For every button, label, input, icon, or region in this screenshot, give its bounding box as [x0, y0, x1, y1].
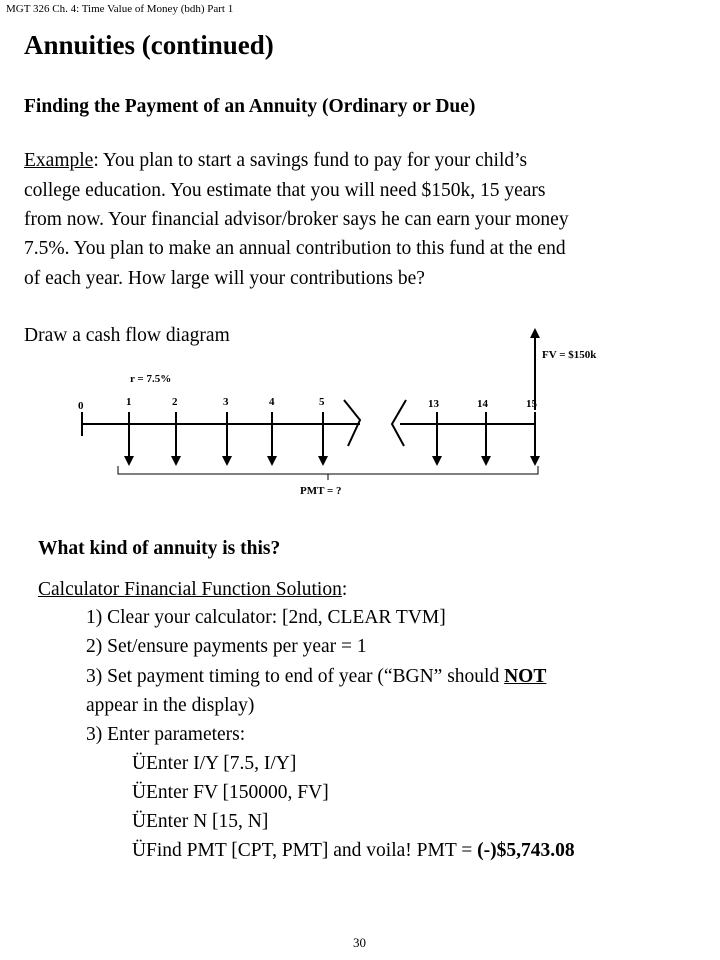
calc-sub-item-text: Enter I/Y [7.5, I/Y]: [146, 753, 297, 774]
example-label: Example: [24, 150, 94, 171]
calculator-heading-text: Calculator Financial Function Solution: [38, 579, 342, 600]
arrow-bullet-icon: Ü: [132, 753, 147, 774]
pmt-result: (-)$5,743.08: [477, 840, 575, 861]
calculator-heading: [38, 579, 347, 601]
example-line-4: 7.5%. You plan to make an annual contribution to this fund at the end: [24, 238, 566, 259]
period-label-15: 15: [526, 398, 537, 410]
calc-sub-item-text: Enter FV [150000, FV]: [146, 782, 329, 803]
calc-step-1: 1) Clear your calculator: [2nd, CLEAR TVM]: [86, 607, 446, 628]
calc-step-3-continued: appear in the display): [86, 695, 255, 716]
calc-sub-item-text: Enter N [15, N]: [146, 811, 269, 832]
period-label-13: 13: [428, 398, 439, 410]
section-subtitle: Finding the Payment of an Annuity (Ordinary or Due): [24, 96, 476, 117]
period-label-0: 0: [78, 400, 84, 412]
annuity-question: What kind of annuity is this?: [38, 538, 281, 559]
page-title: Annuities (continued): [24, 30, 274, 60]
arrow-bullet-icon: Ü: [132, 782, 147, 803]
fv-label: FV = $150k: [542, 349, 597, 361]
period-label-14: 14: [477, 398, 488, 410]
page-header: MGT 326 Ch. 4: Time Value of Money (bdh) Part 1: [6, 3, 234, 15]
period-label-2: 2: [172, 396, 178, 408]
pmt-brace: [118, 466, 538, 480]
period-label-4: 4: [269, 396, 275, 408]
arrow-bullet-icon: Ü: [132, 811, 147, 832]
calc-step-2: 2) Set/ensure payments per year = 1: [86, 636, 367, 657]
calc-step-4: 3) Enter parameters:: [86, 724, 246, 745]
example-line-3: from now. Your financial advisor/broker says he can earn your money: [24, 209, 569, 230]
period-label-1: 1: [126, 396, 132, 408]
period-label-5: 5: [319, 396, 325, 408]
rate-label: r = 7.5%: [130, 373, 172, 385]
arrow-bullet-icon: Ü: [132, 840, 147, 861]
calc-step-3: [86, 666, 546, 688]
example-line-5: of each year. How large will your contributions be?: [24, 268, 425, 289]
example-text-1: : You plan to start a savings fund to pay for your child’s: [93, 150, 528, 171]
calc-step-3-not: NOT: [504, 666, 547, 687]
calc-sub-item-text: Find PMT [CPT, PMT] and voila! PMT =: [146, 840, 478, 861]
draw-prompt: Draw a cash flow diagram: [24, 325, 230, 346]
pmt-label: PMT = ?: [300, 485, 342, 497]
period-label-3: 3: [223, 396, 229, 408]
example-line-2: college education. You estimate that you will need $150k, 15 years: [24, 180, 546, 201]
calc-sub-item-4: [132, 840, 575, 862]
calc-sub-item-3: [132, 811, 268, 833]
page-number: 30: [353, 935, 366, 950]
calc-sub-item-1: [132, 753, 296, 775]
calculator-heading-colon: :: [341, 579, 348, 600]
calc-step-3-text: 3) Set payment timing to end of year (“BGN” should: [86, 666, 505, 687]
calc-sub-item-2: [132, 782, 329, 804]
